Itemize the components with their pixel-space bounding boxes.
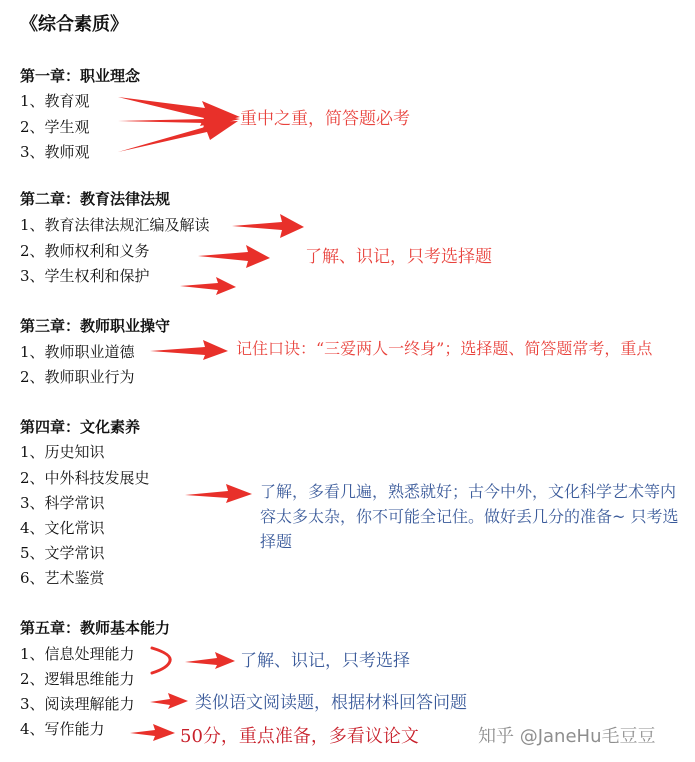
document-title: 《综合素质》 xyxy=(20,14,128,35)
chapter-4-item-5: 5、文学常识 xyxy=(20,544,105,562)
chapter-1-item-2: 2、学生观 xyxy=(20,118,90,136)
chapter-5-note-2: 类似语文阅读题，根据材料回答问题 xyxy=(195,693,467,713)
chapter-4-item-3: 3、科学常识 xyxy=(20,494,105,512)
chapter-3-note: 记住口诀：“三爱两人一终身”；选择题、简答题常考，重点 xyxy=(236,339,653,358)
arrow-icon xyxy=(150,693,188,709)
watermark: 知乎 @JaneHu毛豆豆 xyxy=(478,726,656,747)
chapter-1-note: 重中之重，简答题必考 xyxy=(240,109,410,129)
chapter-3-title: 第三章：教师职业操守 xyxy=(20,317,171,335)
chapter-5-item-3: 3、阅读理解能力 xyxy=(20,695,135,713)
arrow-icon xyxy=(198,245,270,268)
chapter-3-item-1: 1、教师职业道德 xyxy=(20,343,135,361)
arrow-icon xyxy=(185,652,235,669)
chapter-4-item-6: 6、艺术鉴赏 xyxy=(20,569,105,587)
arrow-icon xyxy=(185,484,252,503)
arrow-icon xyxy=(118,121,238,152)
chapter-4-item-4: 4、文化常识 xyxy=(20,519,105,537)
chapter-1-item-1: 1、教育观 xyxy=(20,92,90,110)
chapter-1-item-3: 3、教师观 xyxy=(20,143,90,161)
chapter-2-title: 第二章：教育法律法规 xyxy=(20,190,171,208)
chapter-4-item-2: 2、中外科技发展史 xyxy=(20,469,150,487)
chapter-5-item-1: 1、信息处理能力 xyxy=(20,645,135,663)
arrow-icon xyxy=(150,340,228,360)
chapter-5-note-3: 50分，重点准备，多看议论文 xyxy=(180,726,419,747)
chapter-5-item-4: 4、写作能力 xyxy=(20,720,105,738)
arrow-icon xyxy=(180,277,236,295)
arrow-icon xyxy=(130,724,175,741)
chapter-5-note-1: 了解、识记，只考选择 xyxy=(240,651,410,671)
chapter-2-item-1: 1、教育法律法规汇编及解读 xyxy=(20,216,210,234)
arrow-icon xyxy=(232,214,304,238)
chapter-3-item-2: 2、教师职业行为 xyxy=(20,368,135,386)
chapter-4-note: 了解，多看几遍，熟悉就好；古今中外，文化科学艺术等内容太多太杂，你不可能全记住。做好丢几分的准备~ 只考选择题 xyxy=(260,482,679,551)
chapter-2-item-3: 3、学生权利和保护 xyxy=(20,267,150,285)
chapter-4-title: 第四章：文化素养 xyxy=(20,418,141,436)
chapter-1-title: 第一章：职业理念 xyxy=(20,67,141,85)
chapter-2-note: 了解、识记，只考选择题 xyxy=(305,247,492,267)
chapter-4-item-1: 1、历史知识 xyxy=(20,443,105,461)
chapter-5-title: 第五章：教师基本能力 xyxy=(20,619,171,637)
bracket-icon xyxy=(152,648,170,673)
chapter-2-item-2: 2、教师权利和义务 xyxy=(20,242,150,260)
chapter-5-item-2: 2、逻辑思维能力 xyxy=(20,670,135,688)
